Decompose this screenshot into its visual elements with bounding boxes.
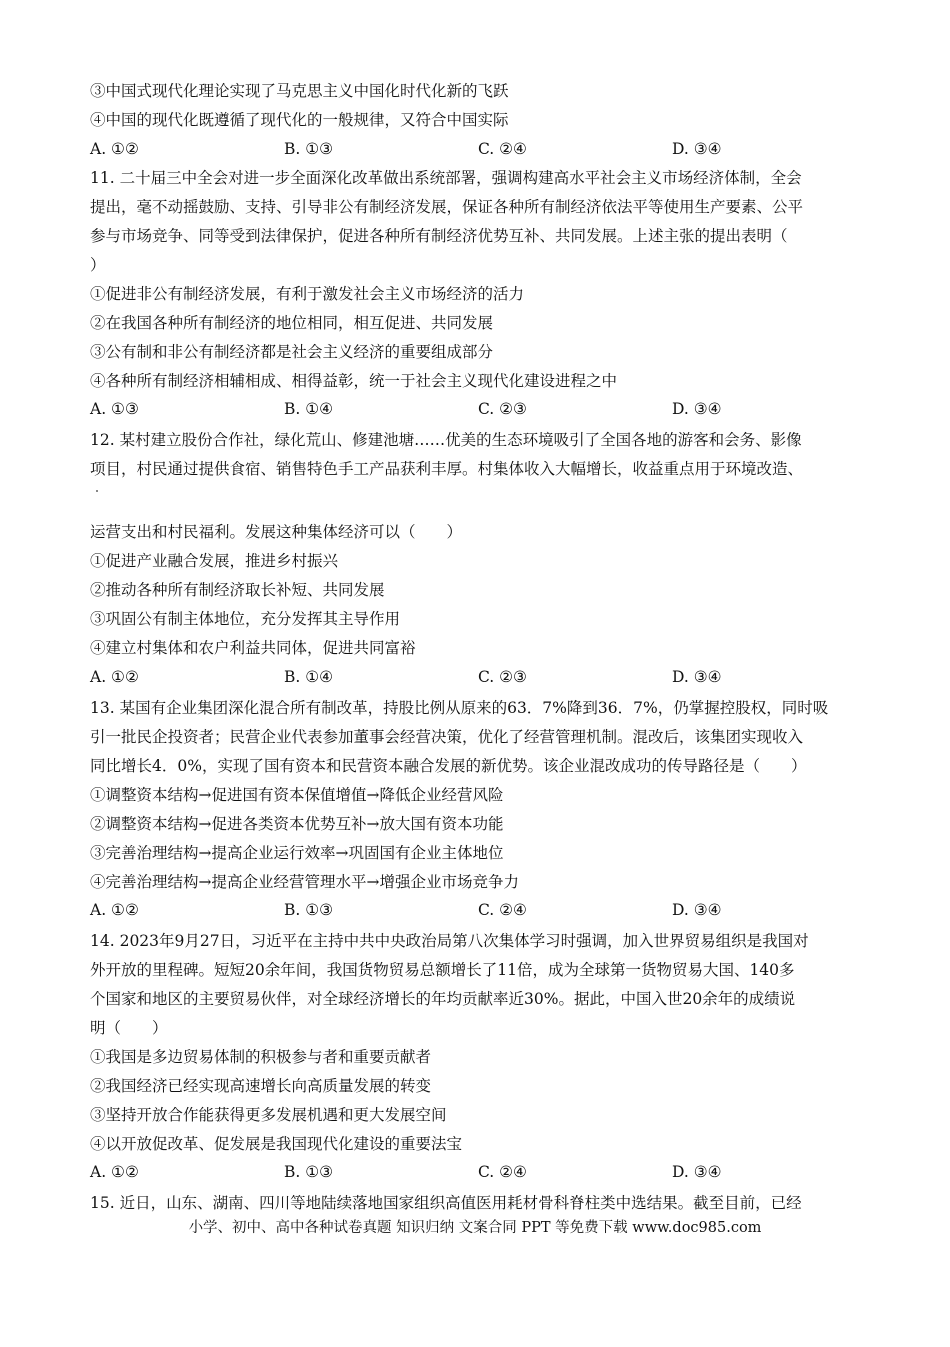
q14-item-3: ③坚持开放合作能获得更多发展机遇和更大发展空间 <box>90 1106 447 1124</box>
q13-stem-line-1: 13. 某国有企业集团深化混合所有制改革，持股比例从原来的63．7%降到36．7%，仍掌握控股权，同时吸 <box>90 699 829 717</box>
prev-statement-3: ③中国式现代化理论实现了马克思主义中国化时代化新的飞跃 <box>90 82 509 100</box>
q11-stem-line-1: 11. 二十届三中全会对进一步全面深化改革做出系统部署，强调构建高水平社会主义市场经济体制，全会 <box>90 169 802 187</box>
q11-option-a: A. ①③ <box>90 400 139 418</box>
q13-item-2: ②调整资本结构→促进各类资本优势互补→放大国有资本功能 <box>90 815 504 833</box>
q14-stem-line-2: 外开放的里程碑。短短20余年间，我国货物贸易总额增长了11倍，成为全球第一货物贸易大国、140多 <box>90 961 795 979</box>
q12-item-2: ②推动各种所有制经济取长补短、共同发展 <box>90 581 385 599</box>
q12-option-d: D. ③④ <box>672 668 722 686</box>
q13-stem-line-2: 引一批民企投资者；民营企业代表参加董事会经营决策，优化了经营管理机制。混改后，该集团实现收入 <box>90 728 804 746</box>
q11-item-2: ②在我国各种所有制经济的地位相同，相互促进、共同发展 <box>90 314 494 332</box>
q14-item-4: ④以开放促改革、促发展是我国现代化建设的重要法宝 <box>90 1135 463 1153</box>
q14-option-a: A. ①② <box>90 1163 139 1181</box>
q14-item-2: ②我国经济已经实现高速增长向高质量发展的转变 <box>90 1077 432 1095</box>
q13-option-d: D. ③④ <box>672 901 722 919</box>
q13-item-1: ①调整资本结构→促进国有资本保值增值→降低企业经营风险 <box>90 786 504 804</box>
q12-option-b: B. ①④ <box>284 668 334 686</box>
q12-stem-line-2: 项目，村民通过提供食宿、销售特色手工产品获利丰厚。村集体收入大幅增长，收益重点用于环境改造、 <box>90 460 804 478</box>
prev-option-c: C. ②④ <box>478 140 527 158</box>
q13-stem-line-3: 同比增长4．0%，实现了国有资本和民营资本融合发展的新优势。该企业混改成功的传导路径是（ ） <box>90 757 807 775</box>
q11-option-c: C. ②③ <box>478 400 527 418</box>
q14-option-d: D. ③④ <box>672 1163 722 1181</box>
q14-stem-line-4: 明（ ） <box>90 1019 168 1037</box>
q13-option-c: C. ②④ <box>478 901 527 919</box>
q13-option-a: A. ①② <box>90 901 139 919</box>
q11-item-4: ④各种所有制经济相辅相成、相得益彰，统一于社会主义现代化建设进程之中 <box>90 372 618 390</box>
q12-item-3: ③巩固公有制主体地位，充分发挥其主导作用 <box>90 610 401 628</box>
q12-option-a: A. ①② <box>90 668 139 686</box>
q14-stem-line-3: 个国家和地区的主要贸易伙伴，对全球经济增长的年均贡献率近30%。据此，中国入世20余年的成绩说 <box>90 990 796 1008</box>
q11-option-d: D. ③④ <box>672 400 722 418</box>
q11-item-1: ①促进非公有制经济发展，有利于激发社会主义市场经济的活力 <box>90 285 525 303</box>
q12-option-c: C. ②③ <box>478 668 527 686</box>
prev-option-a: A. ①② <box>90 140 139 158</box>
q13-item-3: ③完善治理结构→提高企业运行效率→巩固国有企业主体地位 <box>90 844 504 862</box>
q11-stem-line-2: 提出，毫不动摇鼓励、支持、引导非公有制经济发展，保证各种所有制经济依法平等使用生产要素、公平 <box>90 198 804 216</box>
q14-stem-line-1: 14. 2023年9月27日，习近平在主持中共中央政治局第八次集体学习时强调，加入世界贸易组织是我国对 <box>90 932 809 950</box>
q12-stem-line-3: 运营支出和村民福利。发展这种集体经济可以（ ） <box>90 523 463 541</box>
q13-option-b: B. ①③ <box>284 901 334 919</box>
q14-option-b: B. ①③ <box>284 1163 334 1181</box>
prev-statement-4: ④中国的现代化既遵循了现代化的一般规律，又符合中国实际 <box>90 111 509 129</box>
q11-stem-line-3: 参与市场竞争、同等受到法律保护，促进各种所有制经济优势互补、共同发展。上述主张的提出表明（ <box>90 227 788 245</box>
page-footer: 小学、初中、高中各种试卷真题 知识归纳 文案合同 PPT 等免费下载 www.doc985.com <box>188 1220 762 1236</box>
prev-option-d: D. ③④ <box>672 140 722 158</box>
q11-stem-line-4: ） <box>90 256 106 274</box>
q12-item-1: ①促进产业融合发展，推进乡村振兴 <box>90 552 339 570</box>
scan-speck <box>96 490 98 492</box>
q13-item-4: ④完善治理结构→提高企业经营管理水平→增强企业市场竞争力 <box>90 873 519 891</box>
q11-option-b: B. ①④ <box>284 400 334 418</box>
q12-item-4: ④建立村集体和农户利益共同体，促进共同富裕 <box>90 639 416 657</box>
q15-stem-line-1: 15. 近日，山东、湖南、四川等地陆续落地国家组织高值医用耗材骨科脊柱类中选结果。截至目前，已经 <box>90 1194 802 1212</box>
q14-item-1: ①我国是多边贸易体制的积极参与者和重要贡献者 <box>90 1048 432 1066</box>
prev-option-b: B. ①③ <box>284 140 334 158</box>
q14-option-c: C. ②④ <box>478 1163 527 1181</box>
q12-stem-line-1: 12. 某村建立股份合作社，绿化荒山、修建池塘……优美的生态环境吸引了全国各地的游客和会务、影像 <box>90 431 802 449</box>
q11-item-3: ③公有制和非公有制经济都是社会主义经济的重要组成部分 <box>90 343 494 361</box>
